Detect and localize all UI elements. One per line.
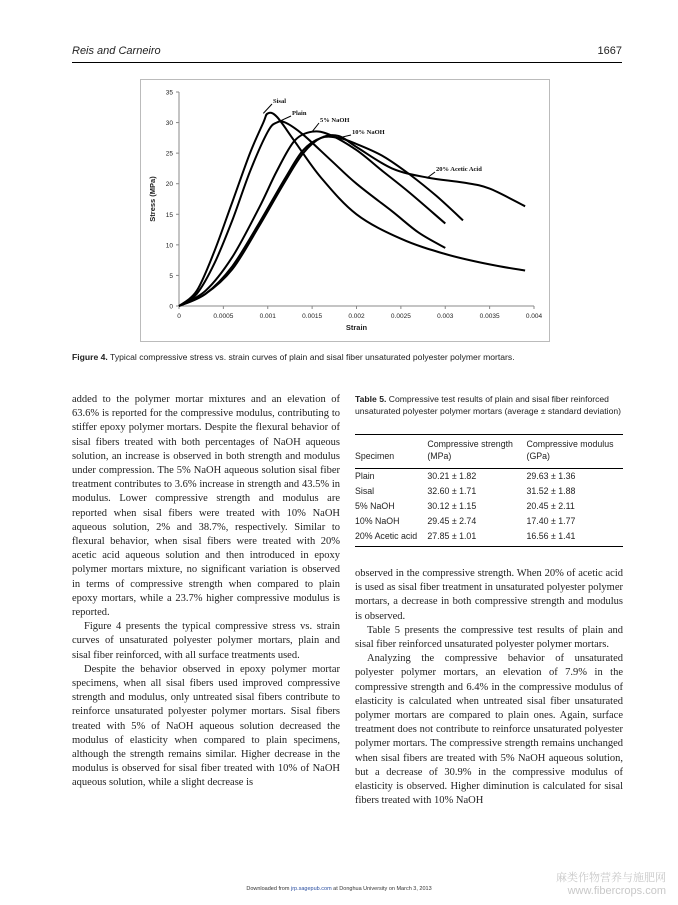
table-cell: 16.56 ± 1.41	[527, 529, 623, 547]
running-header	[72, 42, 622, 63]
table-header-row	[355, 435, 623, 469]
series-line-5-naoh	[179, 131, 445, 306]
curve-label: 10% NaOH	[352, 129, 385, 136]
left-paragraph-3: Despite the behavior observed in epoxy polymer mortar specimens, when all sisal fibers used improved compressive strength and modulus, only untreated sisal fibers contribute to reinforce unsaturated polyester polymer mortars. Sisal fibers treated with 5% of NaOH aqueous solution decreased the modulus of elasticity when compared to plain specimens, although the strength remains similar. Higher decrease in the modulus is observed for sisal fiber treated with 10% of NaOH aqueous solution, while a slight decrease is	[72, 663, 340, 789]
table-cell: 32.60 ± 1.71	[427, 486, 477, 496]
table-cell: 29.63 ± 1.36	[526, 471, 576, 481]
curve-label: 5% NaOH	[320, 117, 350, 124]
footer-prefix: Downloaded from	[246, 886, 291, 892]
y-tick-label: 15	[165, 211, 173, 219]
table-header-strength: Compressive strength (MPa)	[427, 435, 526, 469]
table-cell: 29.45 ± 2.74	[427, 516, 477, 526]
series-line-plain	[179, 121, 445, 306]
table-caption-text: Compressive test results of plain and sisal fiber reinforced unsaturated polyester polymer mortars (average ± standard deviation)	[355, 394, 622, 416]
table-header-specimen: Specimen	[355, 435, 427, 469]
table-row	[355, 484, 623, 499]
y-axis-label: Stress (MPa)	[148, 176, 157, 222]
x-tick-label: 0.0015	[302, 313, 323, 320]
running-header-authors: Reis and Carneiro	[72, 45, 161, 57]
footer-suffix: at Donghua University on March 3, 2013	[331, 886, 432, 892]
right-paragraph-2: Table 5 presents the compressive test results of plain and sisal fiber reinforced unsaturated polyester polymer mortars.	[355, 624, 623, 651]
table-row	[355, 499, 623, 514]
curve-label-leader	[428, 172, 436, 178]
table-row	[355, 469, 623, 485]
y-tick-label: 35	[165, 89, 173, 97]
y-tick-label: 25	[165, 150, 173, 158]
watermark-line-2: www.fibercrops.com	[567, 885, 666, 897]
left-column	[72, 393, 340, 791]
series-line-20-acetic-acid	[179, 135, 525, 306]
y-tick-label: 0	[169, 303, 173, 311]
curve-label: Plain	[292, 110, 307, 117]
table-header-modulus: Compressive modulus (GPa)	[527, 435, 623, 469]
y-tick-label: 20	[165, 181, 173, 189]
x-tick-label: 0.0035	[479, 313, 500, 320]
figure-caption	[72, 352, 622, 362]
x-tick-label: 0.002	[348, 313, 365, 320]
right-paragraph-1: observed in the compressive strength. When 20% of acetic acid is used as sisal fiber treatment in unsaturated polyester polymer mortars, a decrease in both compressive strength and modulus is observed.	[355, 568, 623, 622]
table-cell: 17.40 ± 1.77	[526, 516, 576, 526]
table-cell: Plain	[355, 471, 375, 481]
y-tick-label: 30	[165, 120, 173, 128]
footer-link[interactable]: jrp.sagepub.com	[290, 886, 332, 892]
x-tick-label: 0	[177, 313, 181, 320]
left-paragraph-1: added to the polymer mortar mixtures and an elevation of 63.6% is reported for the compressive modulus, contributing to stiffer epoxy polymer mortars. Despite the flexural behavior of sisal fibers treated with both percentages of NaOH aqueous solution, an increase is observed in both strength and modulus under compression. The 5% NaOH aqueous solution sisal fiber treatment contributes to 3.6% increase in strength and 43.5% in modulus. Lower compressive strength and modulus are reported when sisal fibers were treated with 10% NaOH aqueous solution, 2% and 38.7%, respectively. Similar to flexural behavior, when sisal fibers were treated with 20% acetic acid aqueous solution and then introduced in epoxy polymer mortars mixture, no significant variation is observed in terms of compressive strength when compared to plain epoxy mortars, while a 23.7% higher compressive modulus is reported.	[72, 394, 340, 619]
curve-label: 20% Acetic Acid	[436, 166, 482, 173]
watermark	[556, 872, 666, 898]
figure-caption-label: Figure 4.	[72, 352, 108, 362]
right-paragraph-3: Analyzing the compressive behavior of unsaturated polyester polymer mortars, an elevation of 7.9% in the compressive strength and 6.4% in the compressive modulus of elasticity is calculated when untreated sisal fiber unsaturated polymer mortars are compared to plain ones. Again, surface treatment does not contribute to reinforce unsaturated polyester polymer mortars. The compressive strength remains unchanged when sisal fibers are treated with 5% NaOH aqueous solution, but a decrease of 30.9% in the compressive modulus of elasticity is observed. Higher diminution is calculated for sisal fibers treated with 10% NaOH	[355, 653, 623, 807]
table-caption-label: Table 5.	[355, 394, 387, 404]
y-tick-label: 5	[169, 272, 173, 280]
table-cell: Sisal	[355, 486, 375, 496]
y-tick-label: 10	[165, 242, 173, 250]
x-tick-label: 0.0025	[390, 313, 411, 320]
curve-label: Sisal	[273, 98, 287, 105]
table-cell: 30.12 ± 1.15	[427, 501, 477, 511]
table-cell: 31.52 ± 1.88	[526, 486, 576, 496]
left-paragraph-2: Figure 4 presents the typical compressive stress vs. strain curves of unsaturated polyester polymer mortars, plain and sisal fiber reinforced, with all surface treatments used.	[72, 621, 340, 661]
figure-caption-text: Typical compressive stress vs. strain curves of plain and sisal fiber unsaturated polyester polymer mortars.	[107, 352, 515, 362]
table-cell: 20% Acetic acid	[355, 529, 427, 547]
page-number: 1667	[597, 45, 622, 57]
stress-strain-chart	[140, 79, 548, 340]
x-tick-label: 0.003	[437, 313, 454, 320]
table-cell: 10% NaOH	[355, 516, 400, 526]
watermark-line-1: 麻类作物营养与施肥网	[556, 872, 666, 884]
table-cell: 20.45 ± 2.11	[526, 501, 575, 511]
table-cell: 30.21 ± 1.82	[427, 471, 477, 481]
table-cell: 5% NaOH	[355, 501, 395, 511]
table-cell: 27.85 ± 1.01	[427, 529, 526, 547]
table-row	[355, 529, 623, 547]
x-tick-label: 0.0005	[213, 313, 234, 320]
table-row	[355, 514, 623, 529]
x-axis-label: Strain	[345, 323, 368, 332]
results-table	[355, 434, 623, 547]
x-tick-label: 0.004	[525, 313, 543, 320]
x-tick-label: 0.001	[259, 313, 276, 320]
right-column	[355, 567, 623, 808]
table-caption	[355, 393, 623, 417]
